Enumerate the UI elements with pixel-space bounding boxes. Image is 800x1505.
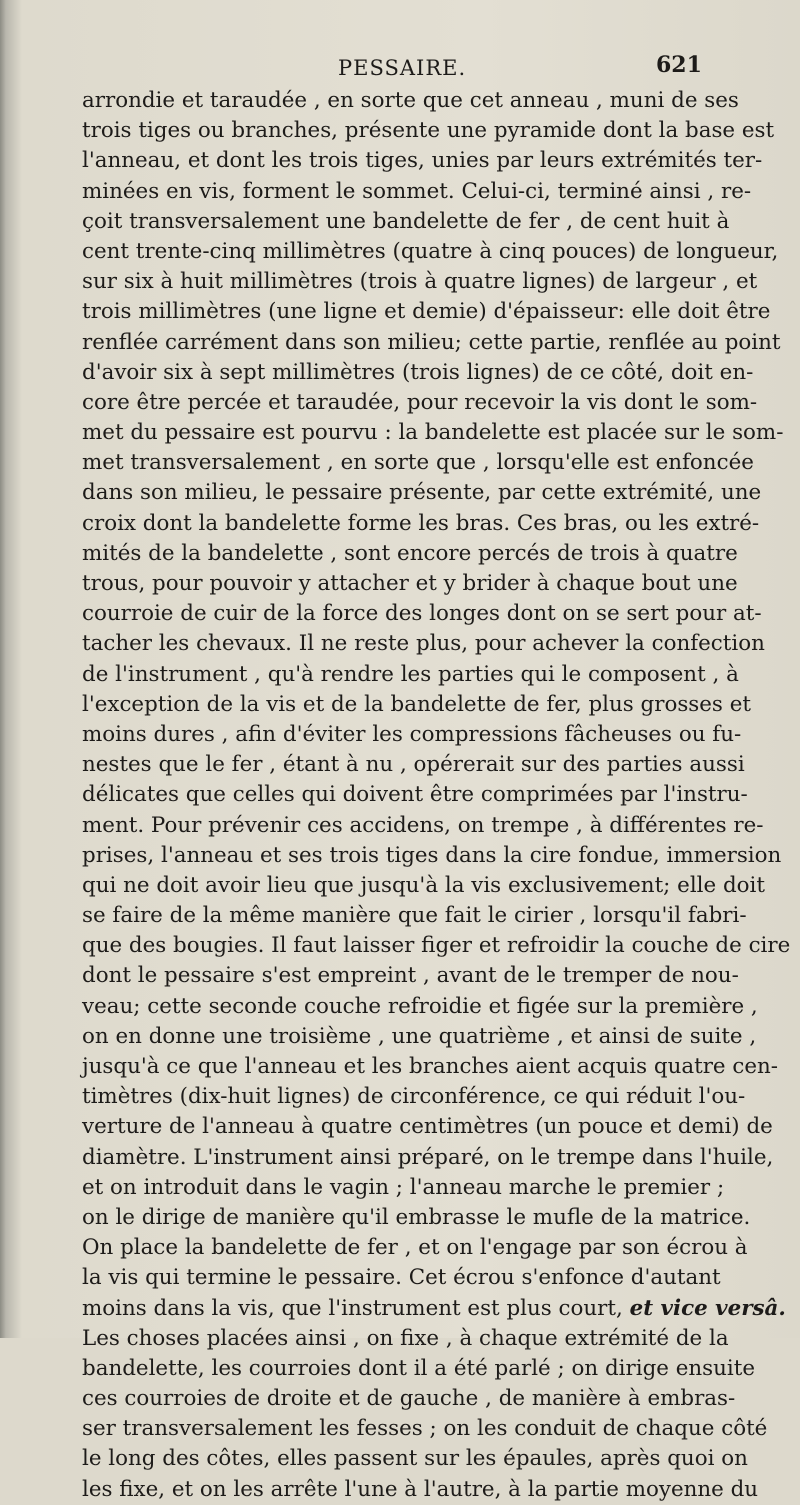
text-line: de l'instrument , qu'à rendre les parties qui le composent , à (82, 661, 739, 687)
emphasis-vice-versa: et vice versâ. (629, 1295, 786, 1321)
text-line: met du pessaire est pourvu : la bandelette est placée sur le som- (82, 420, 784, 446)
text-line: verture de l'anneau à quatre centimètres (un pouce et demi) de (82, 1114, 773, 1140)
text-line: qui ne doit avoir lieu que jusqu'à la vis exclusivement; elle doit (82, 872, 765, 898)
text-line: que des bougies. Il faut laisser figer et refroidir la couche de cire (82, 933, 791, 959)
text-line: prises, l'anneau et ses trois tiges dans la cire fondue, immersion (82, 842, 782, 868)
page-number: 621 (656, 52, 702, 78)
text-line: met transversalement , en sorte que , lorsqu'elle est enfoncée (82, 450, 754, 476)
text-line: minées en vis, forment le sommet. Celui-ci, terminé ainsi , re- (82, 178, 752, 204)
text-line: sur six à huit millimètres (trois à quatre lignes) de largeur , et (82, 269, 758, 295)
text-line: nestes que le fer , étant à nu , opérerait sur des parties aussi (82, 752, 745, 778)
text-line: core être percée et taraudée, pour recevoir la vis dont le som- (82, 389, 758, 415)
text-line: l'anneau, et dont les trois tiges, unies par leurs extrémités ter- (82, 148, 763, 174)
text-line: la vis qui termine le pessaire. Cet écrou s'enfonce d'autant (82, 1265, 721, 1291)
text-line: trois millimètres (une ligne et demie) d'épaisseur: elle doit être (82, 299, 771, 325)
text-line: se faire de la même manière que fait le cirier , lorsqu'il fabri- (82, 903, 747, 929)
text-line: veau; cette seconde couche refroidie et figée sur la première , (82, 993, 758, 1019)
text-line: et on introduit dans le vagin ; l'anneau marche le premier ; (82, 1174, 725, 1200)
text-line: arrondie et taraudée , en sorte que cet anneau , muni de ses (82, 88, 739, 113)
text-line: d'avoir six à sept millimètres (trois lignes) de ce côté, doit en- (82, 359, 754, 385)
text-line: délicates que celles qui doivent être comprimées par l'instru- (82, 782, 748, 808)
text-line: l'exception de la vis et de la bandelette de fer, plus grosses et (82, 691, 751, 717)
text-line: On place la bandelette de fer , et on l'engage par son écrou à (82, 1235, 748, 1261)
text-line: Les choses placées ainsi , on fixe , à chaque extrémité de la (82, 1325, 729, 1351)
text-line: ment. Pour prévenir ces accidens, on trempe , à différentes re- (82, 812, 764, 838)
text-line: tacher les chevaux. Il ne reste plus, pour achever la confection (82, 631, 765, 657)
text-line: cent trente-cinq millimètres (quatre à cinq pouces) de longueur, (82, 238, 779, 264)
text-line: trous, pour pouvoir y attacher et y brider à chaque bout une (82, 571, 738, 596)
page-header (0, 52, 800, 86)
running-title: PESSAIRE. (338, 56, 467, 80)
text-line-part: moins dans la vis, que l'instrument est plus court, (82, 1295, 623, 1321)
text-line: diamètre. L'instrument ainsi préparé, on le trempe dans l'huile, (82, 1144, 774, 1170)
text-line: trois tiges ou branches, présente une pyramide dont la base est (82, 118, 775, 144)
text-line: dans son milieu, le pessaire présente, par cette extrémité, une (82, 480, 762, 506)
text-line: moins dures , afin d'éviter les compressions fâcheuses ou fu- (82, 721, 742, 747)
text-line: croix dont la bandelette forme les bras. Ces bras, ou les extré- (82, 510, 760, 536)
text-line: renflée carrément dans son milieu; cette partie, renflée au point (82, 329, 781, 355)
text-line: çoit transversalement une bandelette de fer , de cent huit à (82, 208, 730, 234)
text-line: bandelette, les courroies dont il a été parlé ; on dirige ensuite (82, 1355, 756, 1381)
text-line: le long des côtes, elles passent sur les épaules, après quoi on (82, 1446, 748, 1472)
body-text (82, 86, 791, 1505)
text-line: mités de la bandelette , sont encore percés de trois à quatre (82, 540, 738, 566)
text-line-with-emphasis (82, 1294, 786, 1324)
text-line: dont le pessaire s'est empreint , avant de le tremper de nou- (82, 963, 739, 989)
text-line: les fixe, et on les arrête l'une à l'autre, à la partie moyenne du (82, 1476, 759, 1502)
text-line: jusqu'à ce que l'anneau et les branches aient acquis quatre cen- (82, 1054, 779, 1079)
text-line: timètres (dix-huit lignes) de circonférence, ce qui réduit l'ou- (82, 1084, 746, 1110)
text-line: ser transversalement les fesses ; on les conduit de chaque côté (82, 1416, 768, 1442)
text-line: on en donne une troisième , une quatrième , et ainsi de suite , (82, 1023, 757, 1049)
text-line: on le dirige de manière qu'il embrasse le mufle de la matrice. (82, 1204, 751, 1230)
text-line: courroie de cuir de la force des longes dont on se sert pour at- (82, 601, 762, 627)
text-line: ces courroies de droite et de gauche , de manière à embras- (82, 1386, 736, 1412)
